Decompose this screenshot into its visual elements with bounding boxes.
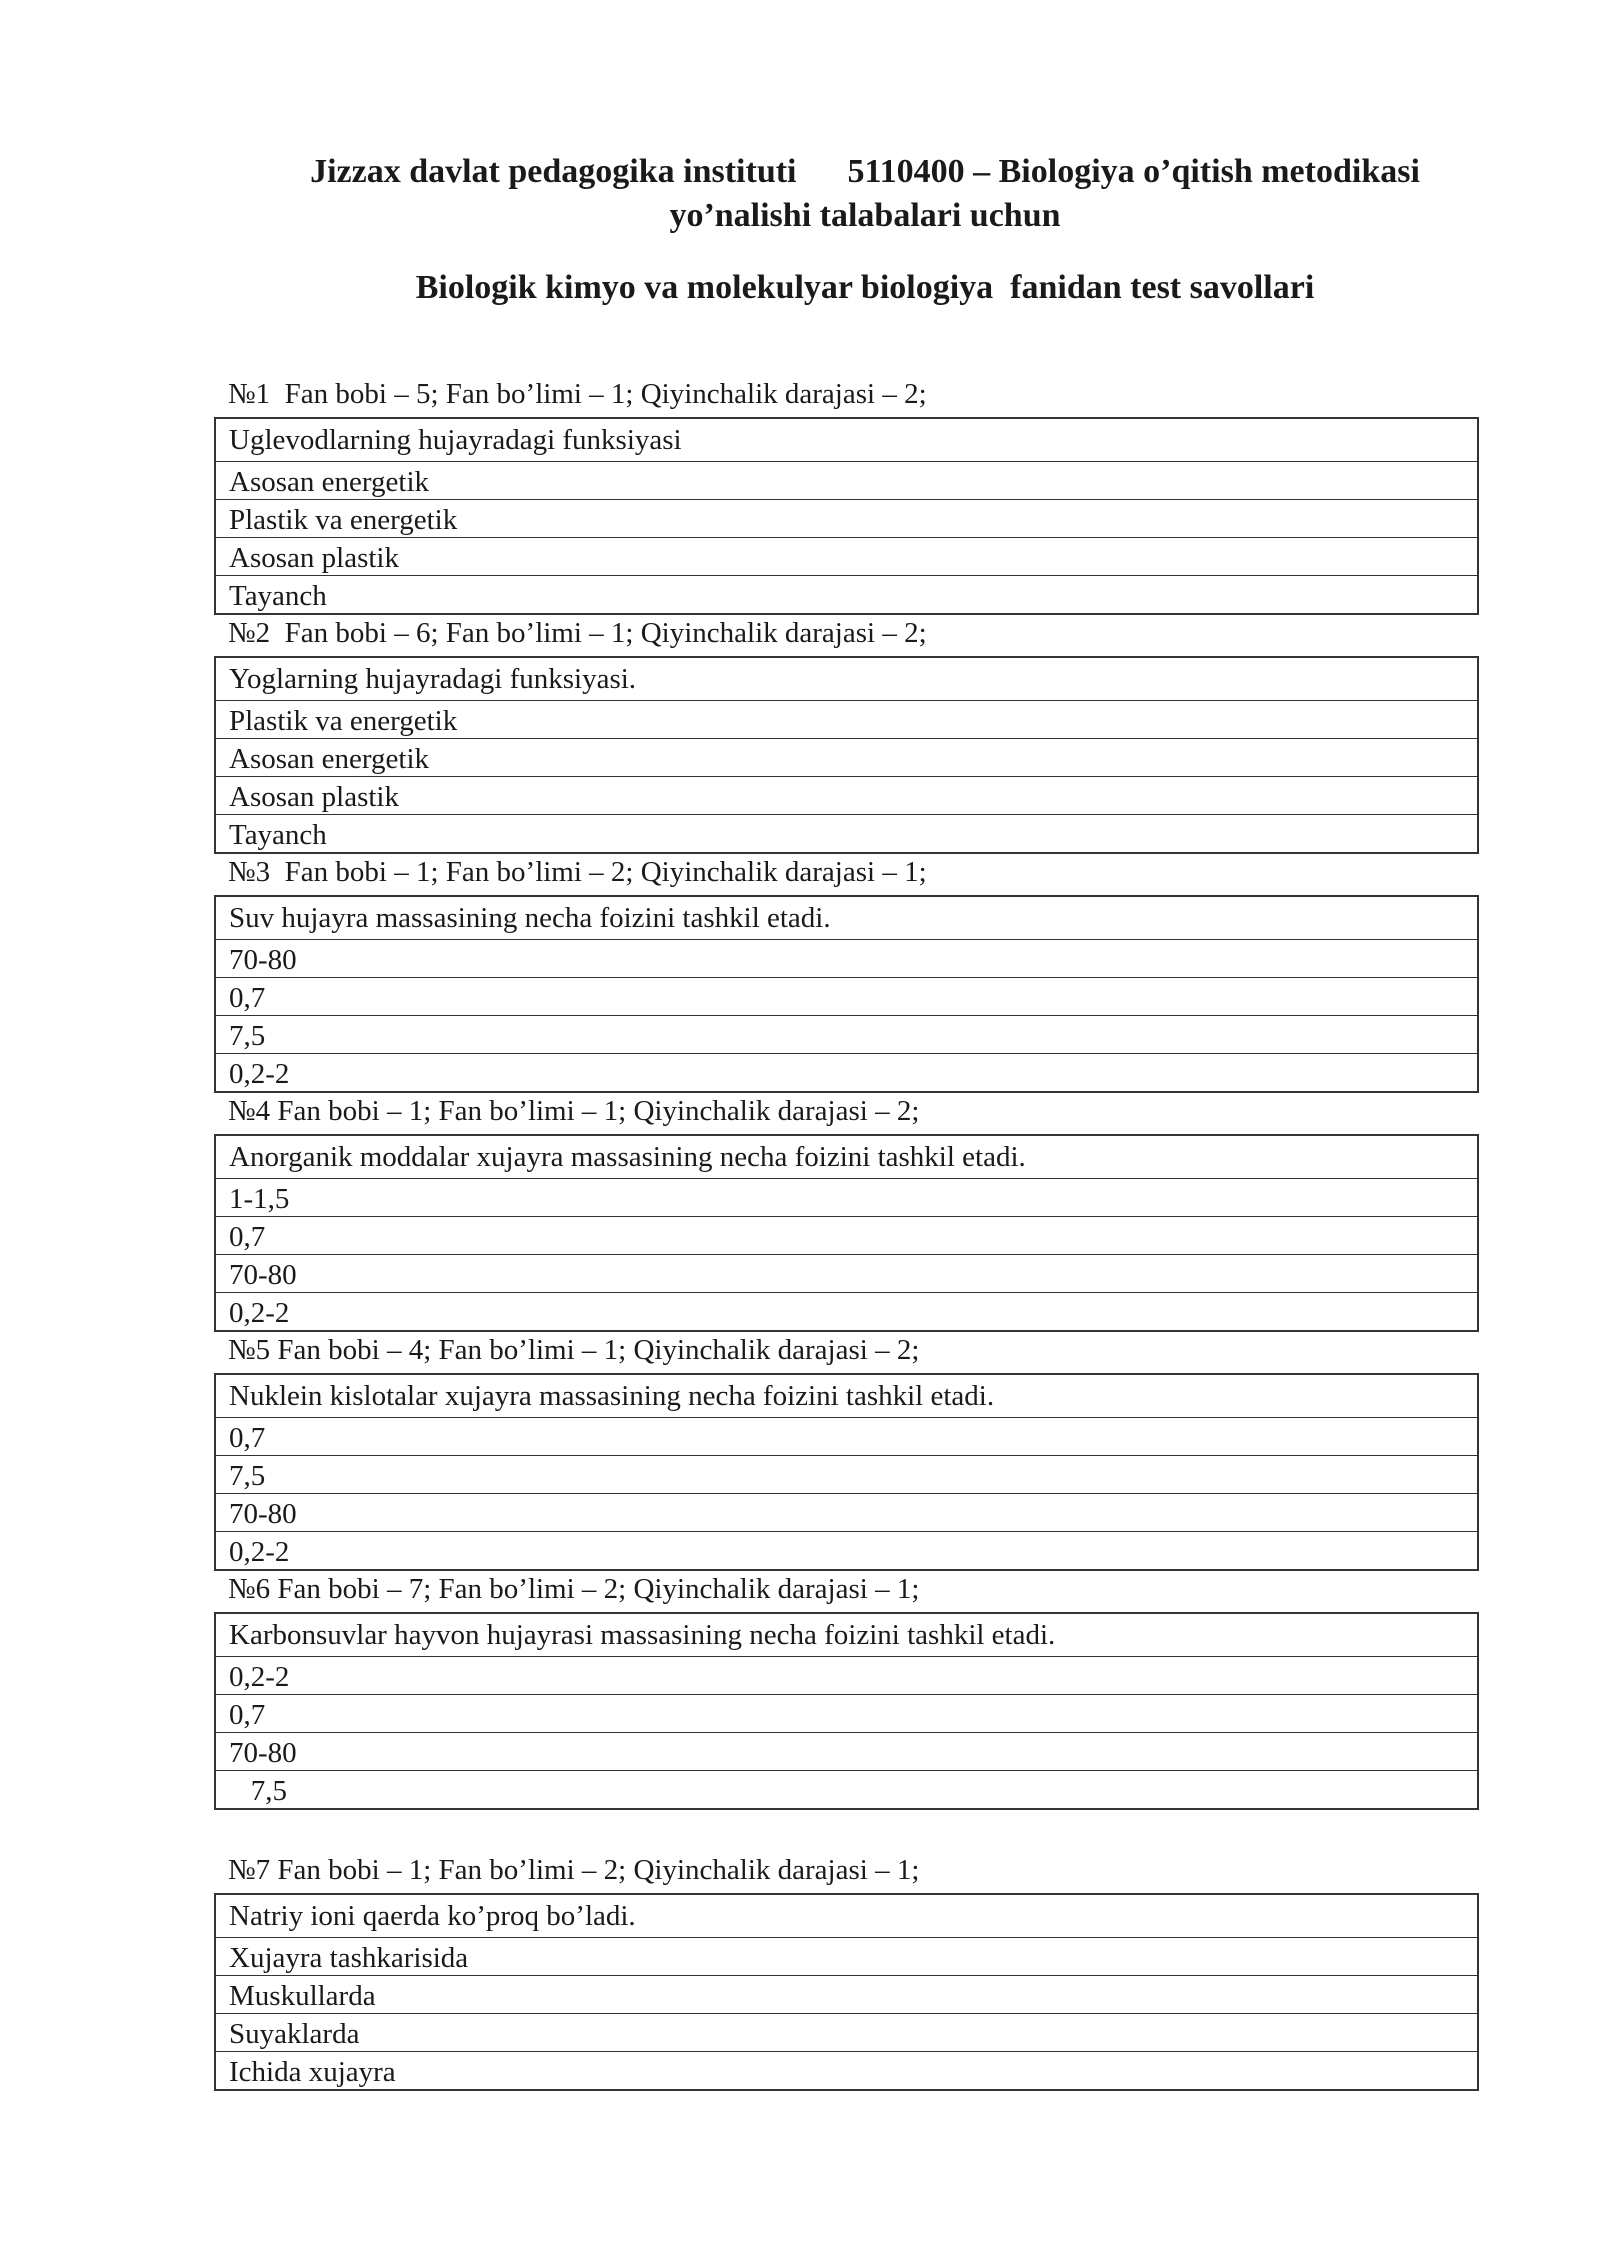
question-block	[214, 376, 1479, 615]
question-text: Anorganik moddalar xujayra massasining necha foizini tashkil etadi.	[215, 1135, 1478, 1179]
answer-option: 0,2-2	[215, 1532, 1478, 1571]
question-header: №2 Fan bobi – 6; Fan bo’limi – 1; Qiyinchalik darajasi – 2;	[228, 617, 927, 649]
question-block	[214, 615, 1479, 854]
answer-option: Asosan energetik	[215, 739, 1478, 777]
document-subtitle: Biologik kimyo va molekulyar biologiya fanidan test savollari	[415, 269, 1315, 306]
answer-option: Asosan energetik	[215, 462, 1478, 500]
document-header	[215, 150, 1515, 238]
answer-option: Xujayra tashkarisida	[215, 1938, 1478, 1976]
question-block	[214, 1571, 1479, 1810]
answer-option: 70-80	[215, 940, 1478, 978]
question-text: Suv hujayra massasining necha foizini tashkil etadi.	[215, 896, 1478, 940]
question-table	[214, 1373, 1479, 1571]
question-table	[214, 1134, 1479, 1332]
answer-option: 7,5	[215, 1016, 1478, 1054]
answer-option: Plastik va energetik	[215, 701, 1478, 739]
question-block	[214, 1093, 1479, 1332]
answer-option: Asosan plastik	[215, 777, 1478, 815]
answer-option: 0,2-2	[215, 1054, 1478, 1093]
answer-option: 1-1,5	[215, 1179, 1478, 1217]
question-block	[214, 1332, 1479, 1571]
question-text: Uglevodlarning hujayradagi funksiyasi	[215, 418, 1478, 462]
question-table	[214, 417, 1479, 615]
answer-option: Muskullarda	[215, 1976, 1478, 2014]
question-list	[214, 376, 1479, 2091]
question-header: №5 Fan bobi – 4; Fan bo’limi – 1; Qiyinchalik darajasi – 2;	[228, 1334, 920, 1366]
answer-option: Suyaklarda	[215, 2014, 1478, 2052]
answer-option: 7,5	[215, 1771, 1478, 1810]
answer-option: Tayanch	[215, 576, 1478, 615]
header-line-2: yo’nalishi talabalari uchun	[669, 197, 1061, 234]
question-text: Yoglarning hujayradagi funksiyasi.	[215, 657, 1478, 701]
question-text: Natriy ioni qaerda ko’proq bo’ladi.	[215, 1894, 1478, 1938]
question-block	[214, 854, 1479, 1093]
question-header: №3 Fan bobi – 1; Fan bo’limi – 2; Qiyinchalik darajasi – 1;	[228, 856, 927, 888]
answer-option: 0,7	[215, 1217, 1478, 1255]
answer-option: Asosan plastik	[215, 538, 1478, 576]
answer-option: 0,7	[215, 1418, 1478, 1456]
answer-option: 0,7	[215, 1695, 1478, 1733]
question-header: №6 Fan bobi – 7; Fan bo’limi – 2; Qiyinchalik darajasi – 1;	[228, 1573, 920, 1605]
answer-option: 70-80	[215, 1494, 1478, 1532]
answer-option: Plastik va energetik	[215, 500, 1478, 538]
question-table	[214, 1612, 1479, 1810]
answer-option: 0,7	[215, 978, 1478, 1016]
answer-option: 0,2-2	[215, 1657, 1478, 1695]
answer-option: 70-80	[215, 1733, 1478, 1771]
answer-option: Tayanch	[215, 815, 1478, 854]
question-text: Nuklein kislotalar xujayra massasining necha foizini tashkil etadi.	[215, 1374, 1478, 1418]
answer-option: Ichida xujayra	[215, 2052, 1478, 2091]
question-table	[214, 656, 1479, 854]
question-header: №4 Fan bobi – 1; Fan bo’limi – 1; Qiyinchalik darajasi – 2;	[228, 1095, 920, 1127]
question-header: №1 Fan bobi – 5; Fan bo’limi – 1; Qiyinchalik darajasi – 2;	[228, 378, 927, 410]
question-header: №7 Fan bobi – 1; Fan bo’limi – 2; Qiyinchalik darajasi – 1;	[228, 1854, 920, 1886]
answer-option: 0,2-2	[215, 1293, 1478, 1332]
answer-option: 70-80	[215, 1255, 1478, 1293]
question-table	[214, 1893, 1479, 2091]
question-table	[214, 895, 1479, 1093]
question-text: Karbonsuvlar hayvon hujayrasi massasining necha foizini tashkil etadi.	[215, 1613, 1478, 1657]
question-block	[214, 1852, 1479, 2091]
header-line-1: Jizzax davlat pedagogika instituti 5110400 – Biologiya o’qitish metodikasi	[310, 153, 1420, 190]
answer-option: 7,5	[215, 1456, 1478, 1494]
